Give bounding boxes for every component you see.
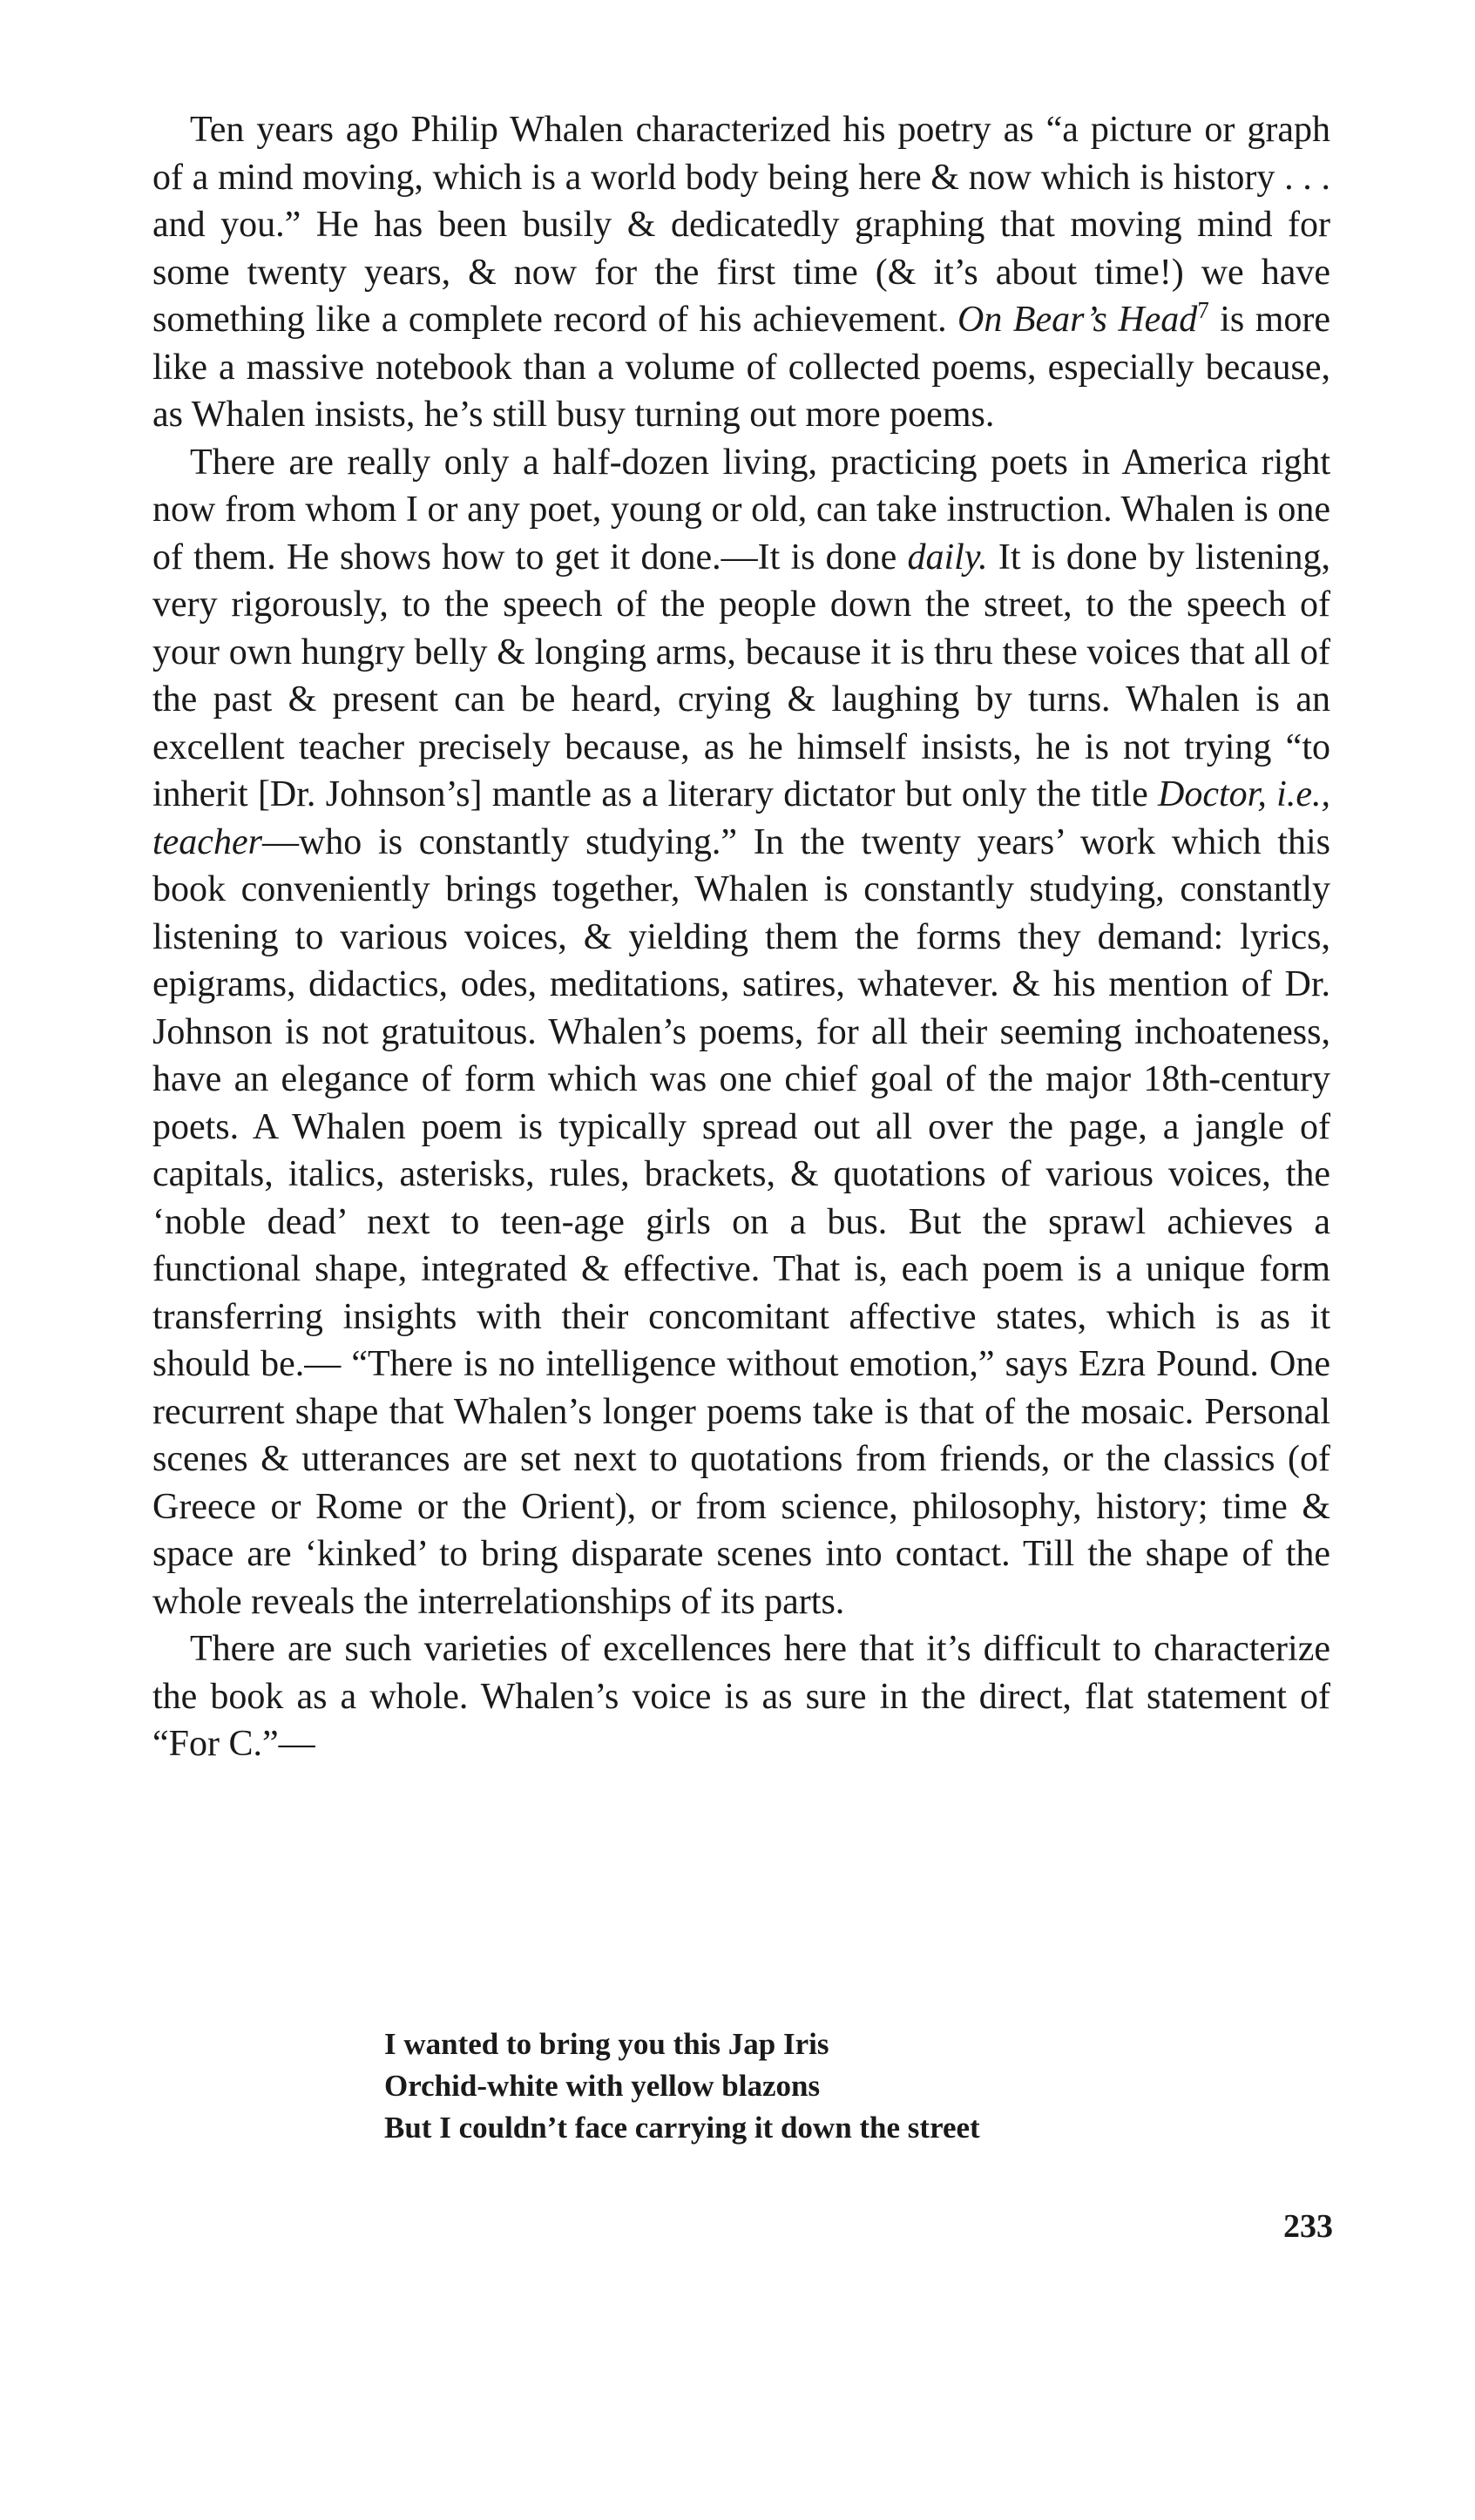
text-span: There are such varieties of excellences here that it’s difficult to characterize the book as a whole. Whalen’s voice is as sure in the direct, flat statement of “For C.”— bbox=[152, 1629, 1330, 1764]
text-span: is more like a massive notebook than a volume of collected poems, especially because, as Whalen insists, he’s still busy turning out more poems. bbox=[152, 300, 1330, 435]
poem-line: But I couldn’t face carrying it down the street bbox=[384, 2111, 980, 2145]
book-title-italic: On Bear’s Head bbox=[957, 300, 1198, 340]
body-text bbox=[152, 106, 1330, 1768]
page-number: 233 bbox=[1283, 2208, 1333, 2245]
poem-line: I wanted to bring you this Jap Iris bbox=[384, 2027, 829, 2061]
emphasis-italic: Doctor, i.e., teacher bbox=[152, 774, 1330, 862]
poem-line: Orchid-white with yellow blazons bbox=[384, 2069, 821, 2103]
text-span: Ten years ago Philip Whalen characterized his poetry as “a picture or graph of a mind moving, which is a world body being here & now which is history . . . and you.” He has been busily & dedicatedly graphing that moving mind for some twenty years, & now for the first time (& it’s about time!) we have something like a complete record of his achievement. bbox=[152, 110, 1330, 340]
text-span: —who is constantly studying.” In the twenty years’ work which this book conveniently brings together, Whalen is constantly studying, constantly listening to various voices, & yielding them the forms they demand: lyrics, epigrams, didactics, odes, meditations, satires, whatever. & his mention of Dr. Johnson is not gratuitous. Whalen’s poems, for all their seeming inchoateness, have an elegance of form which was one chief goal of the major 18th-century poets. A Whalen poem is typically spread out all over the page, a jangle of capitals, italics, asterisks, rules, brackets, & quotations of various voices, the ‘noble dead’ next to teen-age girls on a bus. But the sprawl achieves a functional shape, integrated & effective. That is, each poem is a unique form transferring insights with their concomitant affective states, which is as it should be.— “There is no intelligence without emotion,” says Ezra Pound. One recurrent shape that Whalen’s longer poems take is that of the mosaic. Personal scenes & utterances are set next to quotations from friends, or the classics (of Greece or Rome or the Orient), or from science, philosophy, history; time & space are ‘kinked’ to bring disparate scenes into contact. Till the shape of the whole reveals the interrelationships of its parts. bbox=[152, 821, 1330, 1622]
paragraph-2 bbox=[152, 439, 1330, 1626]
paragraph-3 bbox=[152, 1625, 1330, 1768]
paragraph-1 bbox=[152, 106, 1330, 439]
emphasis-italic: daily. bbox=[907, 537, 988, 578]
poem-quotation bbox=[384, 2023, 1255, 2149]
text-span: There are really only a half-dozen living, practicing poets in America right now from whom I or any poet, young or old, can take instruction. Whalen is one of them. He shows how to get it done.—It is done bbox=[152, 442, 1330, 578]
footnote-reference: 7 bbox=[1197, 297, 1209, 323]
text-span: It is done by listening, very rigorously, to the speech of the people down the street, to the speech of your own hungry belly & longing arms, because it is thru these voices that all of the past & present can be heard, crying & laughing by turns. Whalen is an excellent teacher precisely because, as he himself insists, he is not trying “to inherit [Dr. Johnson’s] mantle as a literary dictator but only the title bbox=[152, 537, 1330, 814]
